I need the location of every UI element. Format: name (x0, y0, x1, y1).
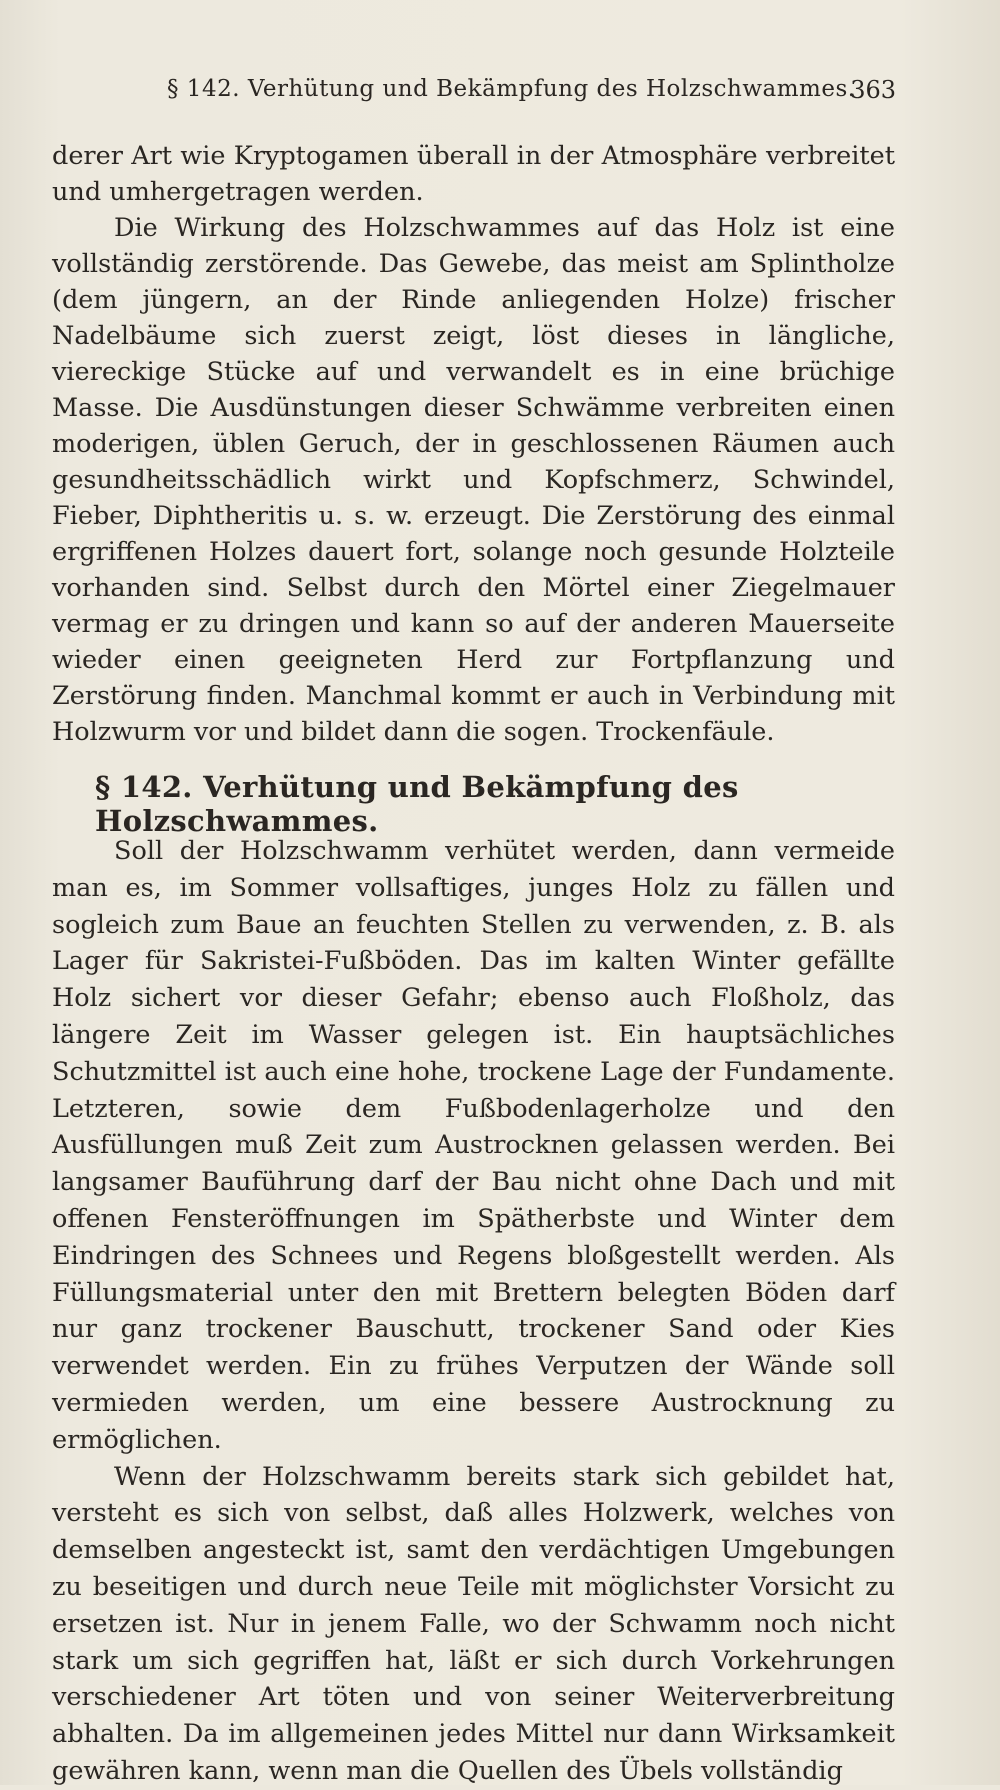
continued-text-block (52, 138, 895, 750)
page-number: 363 (850, 76, 896, 104)
section-heading: § 142. Verhütung und Bekämpfung des Holzschwammes. (95, 770, 739, 838)
paragraph-wirkung: Die Wirkung des Holzschwammes auf das Holz ist eine vollständig zerstörende. Das Gewebe, das meist am Splintholze (dem jüngern, an der Rinde anliegenden Holze) frischer Nadelbäume sich zuerst zeigt, löst dieses in längliche, viereckige Stücke auf und verwandelt es in eine brüchige Masse. Die Ausdünstungen dieser Schwämme verbreiten einen moderigen, üblen Geruch, der in geschlossenen Räumen auch gesundheitsschädlich wirkt und Kopfschmerz, Schwindel, Fieber, Diphtheritis u. s. w. erzeugt. Die Zerstörung des einmal ergriffenen Holzes dauert fort, solange noch gesunde Holzteile vorhanden sind. Selbst durch den Mörtel einer Ziegelmauer vermag er zu dringen und kann so auf der anderen Mauerseite wieder einen geeigneten Herd zur Fortpflanzung und Zerstörung finden. Manchmal kommt er auch in Verbindung mit Holzwurm vor und bildet dann die sogen. Trockenfäule. (52, 213, 895, 747)
paragraph-verhuetung: Soll der Holzschwamm verhütet werden, dann vermeide man es, im Sommer vollsaftiges, junges Holz zu fällen und sogleich zum Baue an feuchten Stellen zu verwenden, z. B. als Lager für Sakristei-Fußböden. Das im kalten Winter gefällte Holz sichert vor dieser Gefahr; ebenso auch Floßholz, das längere Zeit im Wasser gelegen ist. Ein hauptsächliches Schutzmittel ist auch eine hohe, trockene Lage der Fundamente. Letzteren, sowie dem Fußbodenlagerholze und den Ausfüllungen muß Zeit zum Austrocknen gelassen werden. Bei langsamer Bauführung darf der Bau nicht ohne Dach und mit offenen Fensteröffnungen im Spätherbste und Winter dem Eindringen des Schnees und Regens bloßgestellt werden. Als Füllungsmaterial unter den mit Brettern belegten Böden darf nur ganz trockener Bauschutt, trockener Sand oder Kies verwendet werden. Ein zu frühes Verputzen der Wände soll vermieden werden, um eine bessere Austrocknung zu ermöglichen. (52, 836, 895, 1455)
running-head-title: § 142. Verhütung und Bekämpfung des Holzschwammes. (167, 76, 856, 102)
running-head (52, 76, 896, 116)
section-text-block (52, 833, 895, 1790)
paragraph-continuation: derer Art wie Kryptogamen überall in der Atmosphäre verbreitet und umhergetragen werden. (52, 141, 895, 207)
paragraph-beseitigung: Wenn der Holzschwamm bereits stark sich gebildet hat, versteht es sich von selbst, daß alles Holzwerk, welches von demselben angesteckt ist, samt den verdächtigen Umgebungen zu beseitigen und durch neue Teile mit möglichster Vorsicht zu ersetzen ist. Nur in jenem Falle, wo der Schwamm noch nicht stark um sich gegriffen hat, läßt er sich durch Vorkehrungen verschiedener Art töten und von seiner Weiterverbreitung abhalten. Da im allgemeinen jedes Mittel nur dann Wirksamkeit gewähren kann, wenn man die Quellen des Übels vollständig (52, 1461, 895, 1786)
